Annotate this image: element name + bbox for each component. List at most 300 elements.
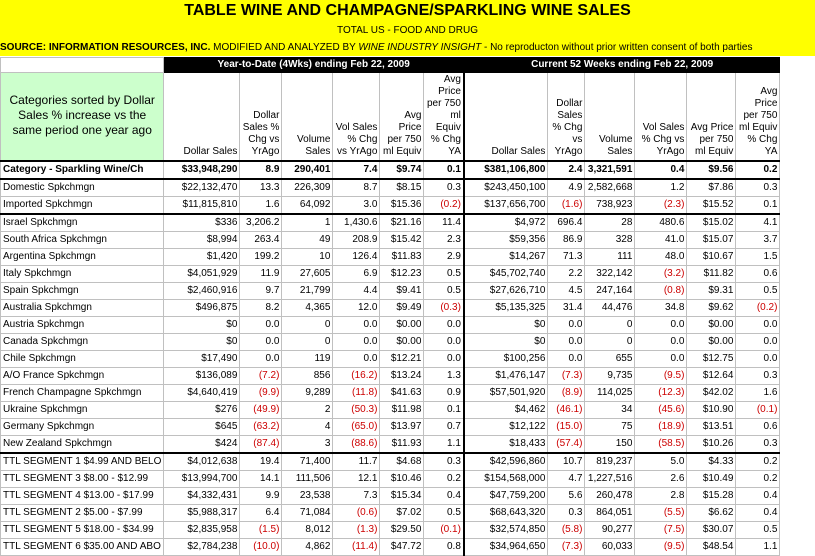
table-cell: $13.97 — [380, 419, 424, 436]
table-cell: 4,365 — [282, 300, 333, 317]
table-cell: (58.5) — [635, 436, 687, 454]
table-cell: 260,478 — [585, 488, 635, 505]
table-cell: 819,237 — [585, 453, 635, 471]
table-cell: 0.0 — [548, 334, 585, 351]
table-cell: 9.9 — [240, 488, 282, 505]
table-cell: $22,132,470 — [164, 179, 240, 197]
table-cell: 9.7 — [240, 283, 282, 300]
table-cell: (2.3) — [635, 197, 687, 215]
table-cell: $8.15 — [380, 179, 424, 197]
table-cell: 0 — [282, 317, 333, 334]
table-cell: (87.4) — [240, 436, 282, 454]
table-cell: $41.63 — [380, 385, 424, 402]
table-cell: 150 — [585, 436, 635, 454]
table-cell: 126.4 — [333, 249, 380, 266]
cur-header-2: Volume Sales — [585, 73, 635, 162]
table-row — [1, 402, 780, 419]
row-category: French Champagne Spkchmgn — [1, 385, 164, 402]
table-cell: 21,799 — [282, 283, 333, 300]
table-cell: 0.0 — [548, 317, 585, 334]
table-cell: 0.0 — [424, 351, 464, 368]
table-row — [1, 249, 780, 266]
table-cell: 0.0 — [635, 334, 687, 351]
row-category: Australia Spkchmgn — [1, 300, 164, 317]
table-cell: 34.8 — [635, 300, 687, 317]
table-cell: $9.31 — [687, 283, 736, 300]
table-cell: (0.6) — [333, 505, 380, 522]
row-category: Chile Spkchmgn — [1, 351, 164, 368]
table-cell: 5.0 — [635, 453, 687, 471]
table-cell: 71,400 — [282, 453, 333, 471]
table-cell: $45,702,740 — [464, 266, 548, 283]
row-category: Domestic Spkchmgn — [1, 179, 164, 197]
table-cell: 226,309 — [282, 179, 333, 197]
table-cell: 3 — [282, 436, 333, 454]
table-cell: $6.62 — [687, 505, 736, 522]
row-category: South Africa Spkchmgn — [1, 232, 164, 249]
table-cell: 0 — [585, 317, 635, 334]
table-cell: $27,626,710 — [464, 283, 548, 300]
table-cell: $9.49 — [380, 300, 424, 317]
table-cell: 0.2 — [424, 471, 464, 488]
table-cell: 14.1 — [240, 471, 282, 488]
table-cell: 328 — [585, 232, 635, 249]
source-tail: - No reproducton without prior written consent of both parties — [481, 42, 753, 53]
row-category: TTL SEGMENT 5 $18.00 - $34.99 — [1, 522, 164, 539]
table-cell: $14,267 — [464, 249, 548, 266]
table-cell: 0.1 — [424, 161, 464, 179]
table-cell: 31.4 — [548, 300, 585, 317]
table-cell: 41.0 — [635, 232, 687, 249]
source-label: SOURCE: INFORMATION RESOURCES, INC. — [0, 42, 211, 53]
table-cell: $11.83 — [380, 249, 424, 266]
table-cell: 10.7 — [548, 453, 585, 471]
table-row — [1, 453, 780, 471]
table-row — [1, 197, 780, 215]
row-category: New Zealand Spkchmgn — [1, 436, 164, 454]
table-cell: 208.9 — [333, 232, 380, 249]
ytd-header-1: Dollar Sales % Chg vs YrAgo — [240, 73, 282, 162]
cur-header-0: Dollar Sales — [464, 73, 548, 162]
table-cell: (0.2) — [736, 300, 780, 317]
table-cell: 0.3 — [424, 453, 464, 471]
table-cell: $11,815,810 — [164, 197, 240, 215]
table-cell: $137,656,700 — [464, 197, 548, 215]
table-cell: (1.5) — [240, 522, 282, 539]
row-category: TTL SEGMENT 1 $4.99 AND BELO — [1, 453, 164, 471]
table-row — [1, 436, 780, 454]
table-cell: $645 — [164, 419, 240, 436]
table-cell: 75 — [585, 419, 635, 436]
table-cell: $15.42 — [380, 232, 424, 249]
table-cell: $4,051,929 — [164, 266, 240, 283]
table-row — [1, 179, 780, 197]
table-cell: $8,994 — [164, 232, 240, 249]
table-cell: $4,012,638 — [164, 453, 240, 471]
cur-header-3: Vol Sales % Chg vs YrAgo — [635, 73, 687, 162]
ytd-header-5: Avg Price per 750 ml Equiv % Chg YA — [424, 73, 464, 162]
table-cell: 0.3 — [736, 179, 780, 197]
table-cell: 199.2 — [240, 249, 282, 266]
table-cell: (46.1) — [548, 402, 585, 419]
table-row — [1, 232, 780, 249]
table-cell: 64,092 — [282, 197, 333, 215]
row-category: TTL SEGMENT 6 $35.00 AND ABO — [1, 539, 164, 556]
table-cell: $12.64 — [687, 368, 736, 385]
table-cell: 263.4 — [240, 232, 282, 249]
table-row — [1, 300, 780, 317]
table-row — [1, 334, 780, 351]
source-insight: WINE INDUSTRY INSIGHT — [358, 42, 482, 53]
table-cell: $0 — [464, 317, 548, 334]
table-cell: 0.1 — [736, 197, 780, 215]
table-cell: $21.16 — [380, 214, 424, 232]
table-cell: 8.9 — [240, 161, 282, 179]
table-cell: 13.3 — [240, 179, 282, 197]
table-cell: $15.28 — [687, 488, 736, 505]
table-cell: 4.5 — [548, 283, 585, 300]
table-cell: $381,106,800 — [464, 161, 548, 179]
table-cell: (9.9) — [240, 385, 282, 402]
table-cell: 5.6 — [548, 488, 585, 505]
table-cell: 86.9 — [548, 232, 585, 249]
table-cell: 48.0 — [635, 249, 687, 266]
table-cell: (49.9) — [240, 402, 282, 419]
table-cell: $0.00 — [687, 317, 736, 334]
row-category: Ukraine Spkchmgn — [1, 402, 164, 419]
table-cell: 111,506 — [282, 471, 333, 488]
table-cell: 12.1 — [333, 471, 380, 488]
table-cell: 9,735 — [585, 368, 635, 385]
period-header-row — [1, 58, 780, 73]
table-cell: $12.21 — [380, 351, 424, 368]
table-cell: 34 — [585, 402, 635, 419]
table-cell: 2.9 — [424, 249, 464, 266]
table-row — [1, 266, 780, 283]
table-cell: 28 — [585, 214, 635, 232]
table-cell: 0.0 — [424, 334, 464, 351]
table-cell: $47,759,200 — [464, 488, 548, 505]
table-cell: 19.4 — [240, 453, 282, 471]
table-cell: 0.0 — [240, 334, 282, 351]
table-cell: $13.24 — [380, 368, 424, 385]
table-cell: 27,605 — [282, 266, 333, 283]
table-cell: 4.1 — [736, 214, 780, 232]
table-cell: 2.3 — [424, 232, 464, 249]
column-header-row — [1, 73, 780, 162]
table-cell: (88.6) — [333, 436, 380, 454]
table-cell: $9.74 — [380, 161, 424, 179]
table-cell: 322,142 — [585, 266, 635, 283]
table-cell: (0.1) — [736, 402, 780, 419]
table-cell: $5,135,325 — [464, 300, 548, 317]
table-cell: (45.6) — [635, 402, 687, 419]
table-cell: $154,568,000 — [464, 471, 548, 488]
table-cell: 1,430.6 — [333, 214, 380, 232]
table-cell: 2.4 — [548, 161, 585, 179]
table-row — [1, 368, 780, 385]
table-cell: $42.02 — [687, 385, 736, 402]
category-header: Categories sorted by Dollar Sales % increase vs the same period one year ago — [1, 73, 164, 162]
table-cell: 1,227,516 — [585, 471, 635, 488]
table-cell: (18.9) — [635, 419, 687, 436]
table-cell: 4 — [282, 419, 333, 436]
table-cell: 0.3 — [548, 505, 585, 522]
table-cell: 0.7 — [424, 419, 464, 436]
table-row — [1, 385, 780, 402]
table-cell: (57.4) — [548, 436, 585, 454]
table-cell: 8,012 — [282, 522, 333, 539]
current-period-header: Current 52 Weeks ending Feb 22, 2009 — [464, 58, 780, 73]
table-cell: (50.3) — [333, 402, 380, 419]
table-cell: $5,988,317 — [164, 505, 240, 522]
ytd-header-0: Dollar Sales — [164, 73, 240, 162]
row-category: Imported Spkchmgn — [1, 197, 164, 215]
table-cell: 0.5 — [736, 283, 780, 300]
table-cell: 0.8 — [424, 539, 464, 556]
table-cell: $15.02 — [687, 214, 736, 232]
table-cell: $12.23 — [380, 266, 424, 283]
table-cell: 0.6 — [736, 266, 780, 283]
table-cell: 290,401 — [282, 161, 333, 179]
ytd-header-4: Avg Price per 750 ml Equiv — [380, 73, 424, 162]
cur-header-1: Dollar Sales % Chg vs YrAgo — [548, 73, 585, 162]
table-cell: 0.2 — [736, 471, 780, 488]
table-cell: 0.0 — [736, 351, 780, 368]
table-cell: 0.0 — [736, 334, 780, 351]
table-cell: (7.5) — [635, 522, 687, 539]
table-cell: $2,835,958 — [164, 522, 240, 539]
table-cell: 0.0 — [333, 334, 380, 351]
table-cell: 4.4 — [333, 283, 380, 300]
table-cell: 0.4 — [424, 488, 464, 505]
table-cell: 0.2 — [736, 161, 780, 179]
table-cell: $9.56 — [687, 161, 736, 179]
table-cell: 738,923 — [585, 197, 635, 215]
table-cell: 4,862 — [282, 539, 333, 556]
table-cell: 44,476 — [585, 300, 635, 317]
table-cell: (63.2) — [240, 419, 282, 436]
table-row — [1, 522, 780, 539]
blank-cell — [1, 58, 164, 73]
table-cell: (3.2) — [635, 266, 687, 283]
table-cell: $10.46 — [380, 471, 424, 488]
table-cell: $0.00 — [380, 317, 424, 334]
table-cell: 1.6 — [736, 385, 780, 402]
table-cell: 6.9 — [333, 266, 380, 283]
row-category: Austria Spkchmgn — [1, 317, 164, 334]
table-cell: (9.5) — [635, 368, 687, 385]
table-cell: $243,450,100 — [464, 179, 548, 197]
table-cell: (65.0) — [333, 419, 380, 436]
table-cell: 0.3 — [736, 436, 780, 454]
table-cell: $9.62 — [687, 300, 736, 317]
table-cell: 0.0 — [635, 317, 687, 334]
table-cell: 10 — [282, 249, 333, 266]
table-cell: (7.2) — [240, 368, 282, 385]
table-cell: $11.93 — [380, 436, 424, 454]
table-cell: $68,643,320 — [464, 505, 548, 522]
table-cell: $10.67 — [687, 249, 736, 266]
table-cell: $13,994,700 — [164, 471, 240, 488]
table-cell: (16.2) — [333, 368, 380, 385]
table-cell: $30.07 — [687, 522, 736, 539]
table-cell: $15.34 — [380, 488, 424, 505]
table-row — [1, 488, 780, 505]
table-cell: $9.41 — [380, 283, 424, 300]
table-cell: 0.0 — [333, 317, 380, 334]
table-cell: 49 — [282, 232, 333, 249]
table-cell: 71,084 — [282, 505, 333, 522]
table-cell: 0.3 — [736, 368, 780, 385]
table-cell: $4.68 — [380, 453, 424, 471]
table-cell: 247,164 — [585, 283, 635, 300]
row-category: Canada Spkchmgn — [1, 334, 164, 351]
table-cell: 1.6 — [240, 197, 282, 215]
source-mid: MODIFIED AND ANALYZED BY — [210, 42, 359, 53]
row-category: A/O France Spkchmgn — [1, 368, 164, 385]
table-cell: (0.2) — [424, 197, 464, 215]
cur-header-4: Avg Price per 750 ml Equiv — [687, 73, 736, 162]
table-cell: $12.75 — [687, 351, 736, 368]
table-cell: $0.00 — [380, 334, 424, 351]
table-cell: $0 — [164, 317, 240, 334]
table-cell: (0.8) — [635, 283, 687, 300]
row-category: Germany Spkchmgn — [1, 419, 164, 436]
table-cell: 856 — [282, 368, 333, 385]
table-cell: 0.0 — [548, 351, 585, 368]
table-cell: $15.36 — [380, 197, 424, 215]
table-cell: 0.5 — [424, 266, 464, 283]
table-cell: (0.1) — [424, 522, 464, 539]
table-cell: 4.9 — [548, 179, 585, 197]
table-cell: $0 — [164, 334, 240, 351]
table-cell: 9,289 — [282, 385, 333, 402]
table-cell: $12,122 — [464, 419, 548, 436]
table-cell: (1.3) — [333, 522, 380, 539]
table-cell: $17,490 — [164, 351, 240, 368]
table-cell: 8.7 — [333, 179, 380, 197]
table-cell: 1.2 — [635, 179, 687, 197]
table-cell: 12.0 — [333, 300, 380, 317]
table-cell: $1,420 — [164, 249, 240, 266]
table-cell: $13.51 — [687, 419, 736, 436]
table-cell: (8.9) — [548, 385, 585, 402]
table-row — [1, 161, 780, 179]
ytd-header-3: Vol Sales % Chg vs YrAgo — [333, 73, 380, 162]
table-cell: (12.3) — [635, 385, 687, 402]
table-cell: $33,948,290 — [164, 161, 240, 179]
table-cell: (0.3) — [424, 300, 464, 317]
table-cell: (10.0) — [240, 539, 282, 556]
table-cell: (7.3) — [548, 539, 585, 556]
table-cell: (5.8) — [548, 522, 585, 539]
table-row — [1, 471, 780, 488]
table-cell: 0 — [585, 334, 635, 351]
table-cell: $34,964,650 — [464, 539, 548, 556]
report-subtitle: TOTAL US - FOOD AND DRUG — [0, 22, 815, 39]
table-cell: 7.3 — [333, 488, 380, 505]
table-cell: 0.1 — [424, 402, 464, 419]
table-cell: 0.0 — [424, 317, 464, 334]
table-row — [1, 317, 780, 334]
table-cell: 119 — [282, 351, 333, 368]
table-cell: (11.8) — [333, 385, 380, 402]
table-cell: $29.50 — [380, 522, 424, 539]
table-cell: 3,321,591 — [585, 161, 635, 179]
table-cell: $336 — [164, 214, 240, 232]
table-cell: $11.98 — [380, 402, 424, 419]
table-cell: 0.5 — [736, 522, 780, 539]
row-category: TTL SEGMENT 2 $5.00 - $7.99 — [1, 505, 164, 522]
table-cell: 0.4 — [736, 505, 780, 522]
table-cell: 480.6 — [635, 214, 687, 232]
row-category: Argentina Spkchmgn — [1, 249, 164, 266]
table-cell: 11.7 — [333, 453, 380, 471]
table-cell: $57,501,920 — [464, 385, 548, 402]
table-cell: 6.4 — [240, 505, 282, 522]
table-cell: 655 — [585, 351, 635, 368]
report-title: TABLE WINE AND CHAMPAGNE/SPARKLING WINE SALES — [0, 0, 815, 22]
table-cell: 2.2 — [548, 266, 585, 283]
table-cell: $2,784,238 — [164, 539, 240, 556]
table-cell: (5.5) — [635, 505, 687, 522]
table-cell: $4.33 — [687, 453, 736, 471]
table-cell: 696.4 — [548, 214, 585, 232]
table-cell: $4,972 — [464, 214, 548, 232]
table-cell: $42,596,860 — [464, 453, 548, 471]
table-cell: $424 — [164, 436, 240, 454]
table-cell: (9.5) — [635, 539, 687, 556]
table-cell: 11.4 — [424, 214, 464, 232]
table-cell: $0 — [464, 334, 548, 351]
table-cell: $48.54 — [687, 539, 736, 556]
table-cell: 60,033 — [585, 539, 635, 556]
table-cell: $11.82 — [687, 266, 736, 283]
table-cell: (15.0) — [548, 419, 585, 436]
table-cell: 0.0 — [240, 351, 282, 368]
table-cell: 0.4 — [635, 161, 687, 179]
table-cell: $496,875 — [164, 300, 240, 317]
table-cell: 3,206.2 — [240, 214, 282, 232]
table-cell: 11.9 — [240, 266, 282, 283]
table-cell: 4.7 — [548, 471, 585, 488]
table-cell: 1.1 — [736, 539, 780, 556]
table-cell: $15.52 — [687, 197, 736, 215]
table-cell: 0.0 — [240, 317, 282, 334]
table-cell: 2.8 — [635, 488, 687, 505]
table-cell: $2,460,916 — [164, 283, 240, 300]
table-cell: 0.5 — [424, 505, 464, 522]
table-cell: (11.4) — [333, 539, 380, 556]
table-row — [1, 539, 780, 556]
table-cell: $0.00 — [687, 334, 736, 351]
table-cell: 1.1 — [424, 436, 464, 454]
table-cell: $32,574,850 — [464, 522, 548, 539]
table-row — [1, 214, 780, 232]
table-cell: $47.72 — [380, 539, 424, 556]
source-line — [0, 39, 815, 56]
table-cell: $10.90 — [687, 402, 736, 419]
ytd-period-header: Year-to-Date (4Wks) ending Feb 22, 2009 — [164, 58, 464, 73]
table-cell: $4,332,431 — [164, 488, 240, 505]
table-cell: $100,256 — [464, 351, 548, 368]
table-cell: $10.26 — [687, 436, 736, 454]
table-cell: $15.07 — [687, 232, 736, 249]
table-cell: 2 — [282, 402, 333, 419]
table-cell: 0.6 — [736, 419, 780, 436]
table-cell: 0.2 — [736, 453, 780, 471]
